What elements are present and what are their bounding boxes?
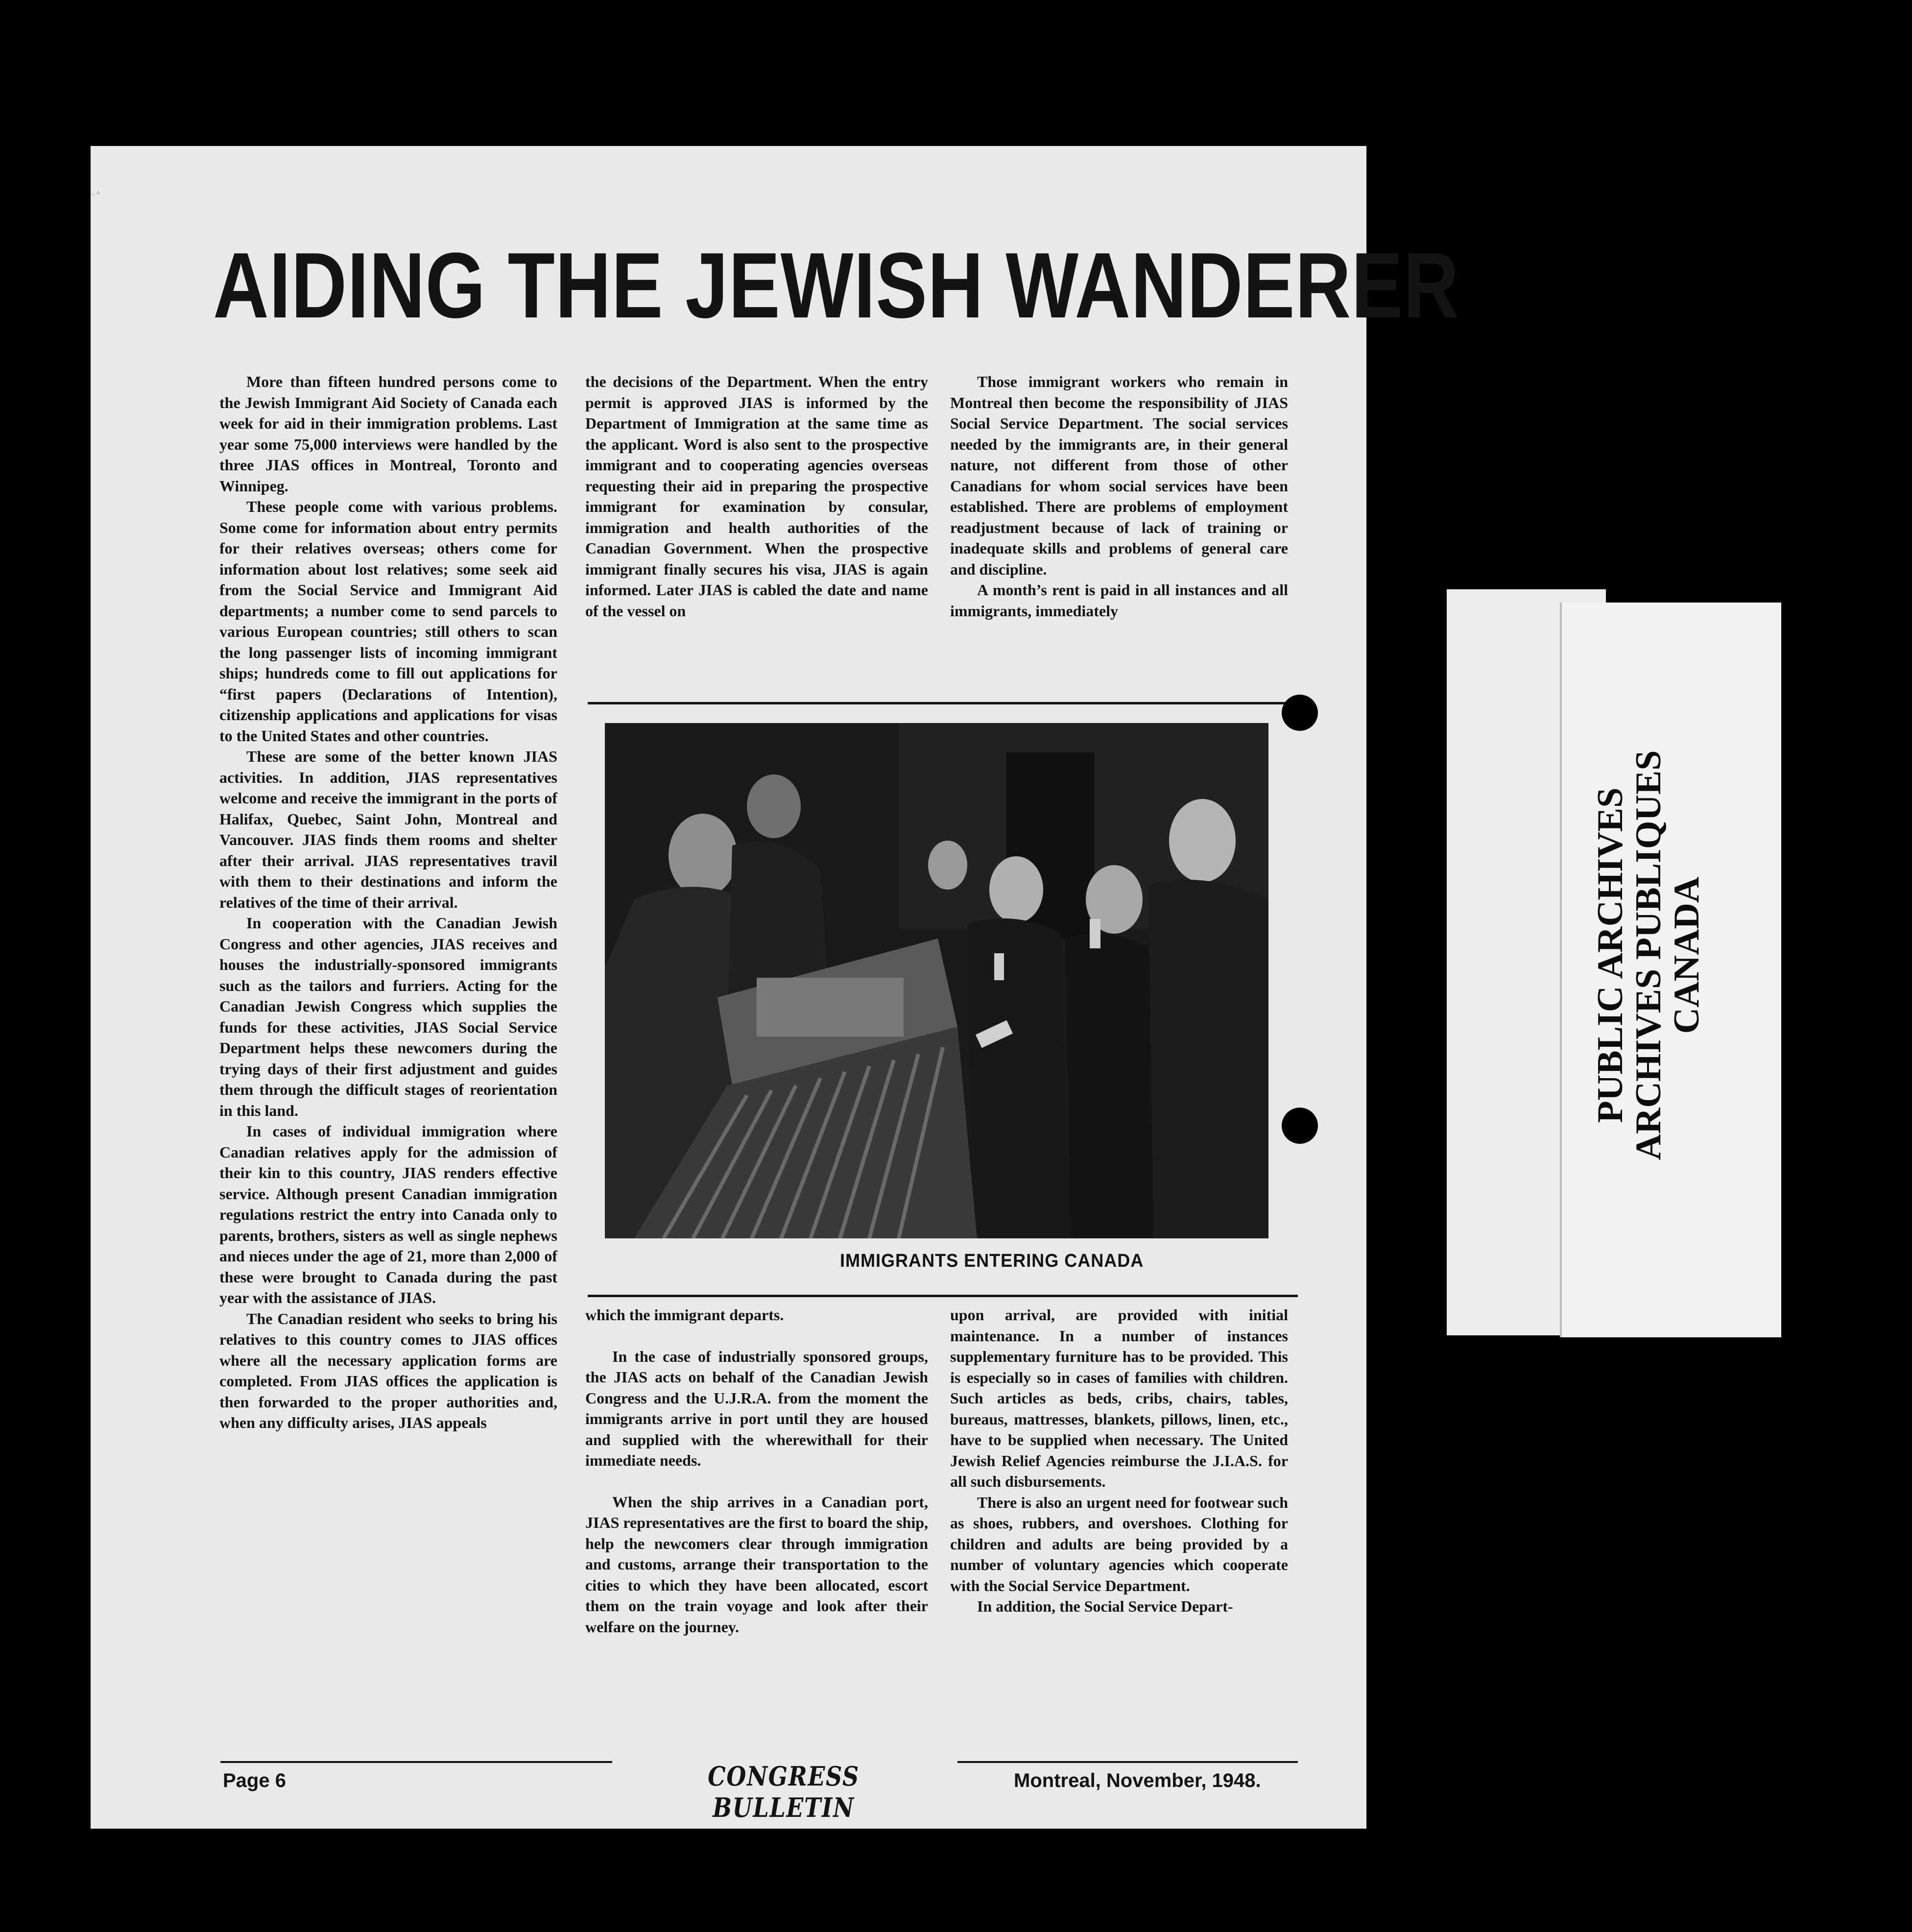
footer-rule-right bbox=[957, 1761, 1298, 1763]
column-3-bottom bbox=[950, 1304, 1288, 1617]
newsletter-page bbox=[91, 146, 1459, 1829]
paragraph: These people come with various problems. Some come for information about entry permits for their relatives overseas; others come for information about lost relatives; some seek aid from the Social Service and Immigrant Aid departments; a number come to send parcels to various European countries; still others to scan the long passenger lists of incoming immigrant ships; hundreds come to fill out applications for “first papers (Declarations of Intention), citizenship applications and applications for visas to the United States and other countries. bbox=[219, 498, 557, 745]
paragraph: A month’s rent is paid in all instances and all immigrants, immediately bbox=[950, 581, 1288, 620]
column-2-bottom bbox=[585, 1304, 928, 1637]
archive-stamp-card bbox=[1560, 603, 1781, 1337]
page-mark: -• bbox=[91, 185, 101, 201]
paragraph: In the case of industrially sponsored groups, the JIAS acts on behalf of the Canadian Jewish Congress and the U.J.R.A. from the moment the immigrants arrive in port until they are housed and supplied with the wherewithall for their immediate needs. bbox=[585, 1347, 928, 1469]
photo-top-rule bbox=[588, 702, 1298, 704]
column-3-top bbox=[950, 371, 1288, 621]
page-number: Page 6 bbox=[223, 1770, 286, 1791]
immigrants-photo bbox=[605, 723, 1268, 1238]
paragraph: When the ship arrives in a Canadian port, JIAS representatives are the first to board the ship, help the newcomers clear through immigration and customs, arrange their transportation to the cities to which they have been allocated, escort them on the train voyage and look after their welfare on the journey. bbox=[585, 1493, 928, 1636]
publication-name: CONGRESS BULLETIN bbox=[708, 1761, 860, 1823]
stamp-line-1: PUBLIC ARCHIVES bbox=[1590, 787, 1630, 1123]
article-title: AIDING THE JEWISH WANDERER bbox=[213, 234, 1459, 338]
paragraph: the decisions of the Department. When the entry permit is approved JIAS is informed by the Department of Immigration at the same time as the applicant. Word is also sent to the prospective immigrant and to cooperating agencies overseas requesting their aid in preparing the prospective immigrant for examination by consular, immigration and health authorities of the Canadian Government. When the prospective immigrant finally secures his visa, JIAS is again informed. Later JIAS is cabled the date and name of the vessel on bbox=[585, 373, 928, 620]
column-2-top bbox=[585, 371, 928, 621]
binder-hole bbox=[1282, 1108, 1318, 1144]
stamp-line-3: CANADA bbox=[1667, 876, 1707, 1034]
paragraph: In cooperation with the Canadian Jewish Congress and other agencies, JIAS receives and houses the industrially-sponsored immigrants such as the tailors and furriers. Acting for the Canadian Jewish Congress which supplies the funds for these activities, JIAS Social Service Department helps these newcomers during the trying days of their first adjustment and guides them through the difficult stages of reorientation in this land. bbox=[219, 914, 557, 1119]
footer-rule-left bbox=[220, 1761, 612, 1763]
paragraph: In cases of individual immigration where Canadian relatives apply for the admission of their kin to this country, JIAS renders effective service. Although present Canadian immigration regulations restrict the entry into Canada only to parents, brothers, sisters as well as single nephews and nieces under the age of 21, more than 2,000 of these were brought to Canada during the past year with the assistance of JIAS. bbox=[219, 1122, 557, 1306]
paragraph: upon arrival, are provided with initial maintenance. In a number of instances supplementary furniture has to be provided. This is especially so in cases of families with children. Such articles as beds, cribs, chairs, tables, bureaus, mattresses, blankets, pillows, linen, etc., have to be supplied when necessary. The United Jewish Relief Agencies reimburse the J.I.A.S. for all such disbursements. bbox=[950, 1306, 1288, 1490]
paragraph: There is also an urgent need for footwear such as shoes, rubbers, and overshoes. Clothing for children and adults are being provided by a number of voluntary agencies which cooperate with the Social Service Department. bbox=[950, 1493, 1288, 1594]
stamp-line-2: ARCHIVES PUBLIQUES bbox=[1628, 750, 1669, 1160]
paragraph: These are some of the better known JIAS activities. In addition, JIAS representatives welcome and receive the immigrant in the ports of Halifax, Quebec, Saint John, Montreal and Vancouver. JIAS finds them rooms and shelter after their arrival. JIAS representatives travil with them to their destinations and inform the relatives of the time of their arrival. bbox=[219, 748, 557, 911]
paragraph: In addition, the Social Service Depart- bbox=[977, 1597, 1233, 1615]
paragraph: The Canadian resident who seeks to bring his relatives to this country comes to JIAS offices where all the necessary application forms are completed. From JIAS offices the application is then forwarded to the proper authorities and, when any difficulty arises, JIAS appeals bbox=[219, 1309, 557, 1431]
paragraph: Those immigrant workers who remain in Montreal then become the responsibility of JIAS Social Service Department. The social services needed by the immigrants are, in their general nature, not different from those of other Canadians for whom social services have been established. There are problems of employment readjustment because of lack of training or inadequate skills and problems of general care and discipline. bbox=[950, 373, 1288, 578]
photo-bottom-rule bbox=[588, 1295, 1298, 1297]
binder-hole bbox=[1282, 695, 1318, 731]
photo-caption: IMMIGRANTS ENTERING CANADA bbox=[840, 1251, 1144, 1271]
paragraph: More than fifteen hundred persons come to the Jewish Immigrant Aid Society of Canada each week for aid in their immigration problems. Last year some 75,000 interviews were handled by the three JIAS offices in Montreal, Toronto and Winnipeg. bbox=[219, 373, 557, 495]
paragraph: which the immigrant departs. bbox=[585, 1306, 784, 1324]
column-1 bbox=[219, 371, 557, 1433]
dateline: Montreal, November, 1948. bbox=[1014, 1770, 1261, 1791]
